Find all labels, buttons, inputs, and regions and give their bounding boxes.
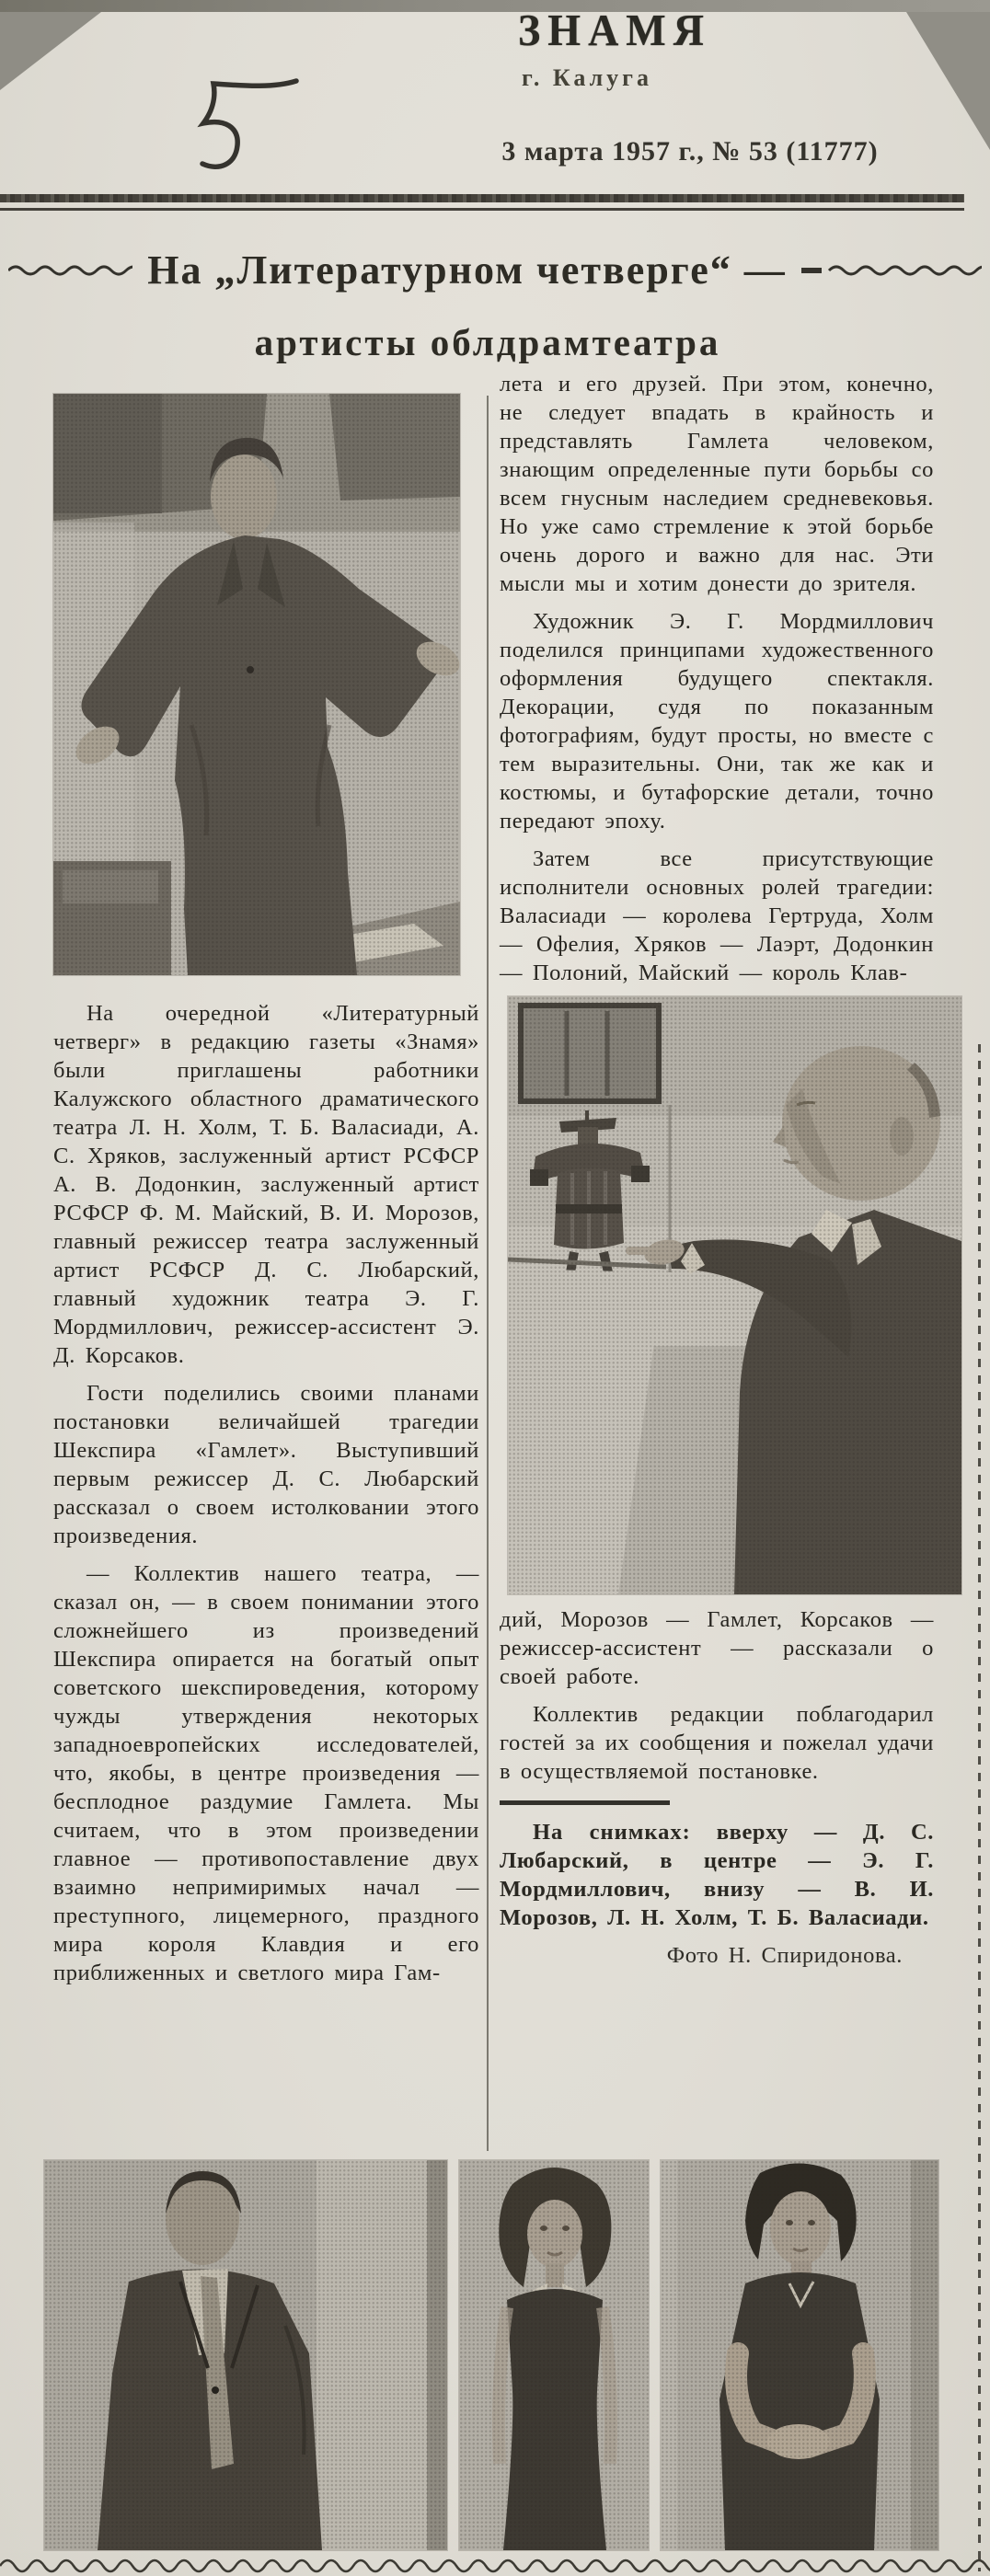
caption-lead: На снимках: <box>533 1820 691 1845</box>
right-column <box>500 370 934 1979</box>
woman-with-collar-figure <box>499 2168 611 2550</box>
photo-caption <box>500 1818 934 1932</box>
handwritten-five-icon <box>191 72 302 173</box>
paragraph: — Коллектив нашего театра, — сказал он, — в своем понимании этого сложнейшего из произведений Шекспира опирается на богатый опыт советского шекспироведения, которому чужды утверждения некоторых западноевропейских исследователей, что, якобы, в центре произведения — бесплодное раздумие Гамлета. Мы считаем, что в этом произведении главное — противопоставление двух взаимно непримиримых начал — преступного, лицемерного, праздного мира короля Клавдия и его приближенных и светлого мира Гам- <box>53 1561 479 1985</box>
paragraph: Коллектив редакции поблагодарил гостей за их сообщения и пожелал удачи в осуществляемой постановке. <box>500 1702 934 1784</box>
right-edge-perforation <box>978 1044 981 2571</box>
dateline: 3 марта 1957 г., № 53 (11777) <box>501 136 879 167</box>
headline-rule-right-icon <box>801 264 982 277</box>
left-column <box>53 999 479 1996</box>
bottom-photo-strip <box>44 2160 942 2550</box>
paragraph: Затем все присутствующие исполнители основных ролей трагедии: Валасиади — королева Гертруда, Холм — Офелия, Хряков — Лаэрт, Додонкин — Полоний, Майский — король Клав- <box>500 846 934 985</box>
caption-rule <box>500 1800 670 1805</box>
headline-line1: На „Литературном четверге“ — <box>147 247 787 293</box>
photo-morozov-illustration <box>44 2160 447 2550</box>
handwritten-page-mark <box>191 72 302 178</box>
paragraph: Гости поделились своими планами постановки величайшей трагедии Шекспира «Гамлет». Выступивший первым режиссер Д. С. Любарский рассказал о своем истолковании этого произведения. <box>53 1381 479 1548</box>
photo-mordmillovich <box>508 996 961 1594</box>
rule-thin <box>0 208 964 211</box>
rule-thick <box>0 194 964 202</box>
photo-lyubarsky <box>53 394 460 975</box>
bottom-wavy-border <box>0 2557 990 2573</box>
photo-valasiadi-illustration <box>661 2160 938 2550</box>
column-divider <box>487 396 489 2151</box>
paragraph: лета и его друзей. При этом, конечно, не следует впадать в крайность и представлять Гамлета человеком, знающим определенные пути борьбы со всем гнусным наследием средневековья. Но уже само стремление к этой борьбе очень дорого и важно для нас. Эти мысли мы и хотим донести до зрителя. <box>500 372 934 596</box>
scan-corner-left <box>0 12 101 90</box>
paragraph: На очередной «Литературный четверг» в редакцию газеты «Знамя» были приглашены работники Калужского областного драматического театра Л. Н. Холм, Т. Б. Валасиади, А. С. Хряков, заслуженный артист РСФСР А. В. Додонкин, заслуженный артист РСФСР Ф. М. Майский, В. И. Морозов, главный режиссер театра заслуженный артист РСФСР Д. С. Любарский, главный художник театра Э. Г. Мордмиллович, режиссер-ассистент Э. Д. Корсаков. <box>53 1001 479 1368</box>
double-rule <box>0 194 964 211</box>
photo-holm-illustration <box>459 2160 649 2550</box>
photo-credit: Фото Н. Спиридонова. <box>666 1943 903 1968</box>
photo-lyubarsky-illustration <box>53 394 460 975</box>
headline-rule-left-icon <box>8 264 132 277</box>
masthead-title: ЗНАМЯ <box>518 5 711 55</box>
photo-holm <box>459 2160 649 2550</box>
headline-line2: артисты облдрамтеатра <box>254 321 721 363</box>
paragraph: дий, Морозов — Гамлет, Корсаков — режиссер-ассистент — рассказали о своей работе. <box>500 1607 934 1689</box>
caption-body: вверху — Д. С. Любарский, в центре — Э. Г. Мордмиллович, внизу — В. И. Морозов, Л. Н. Холм, Т. Б. Валасиади. <box>500 1820 934 1930</box>
masthead-city: г. Калуга <box>521 64 652 91</box>
photo-mordmillovich-illustration <box>508 996 961 1594</box>
paragraph: Художник Э. Г. Мордмиллович поделился принципами художественного оформления будущего спектакля. Декорации, судя по показанным фотографиям, будут просты, но вместе с тем выразительны. Они, так же как и костюмы, и бутафорские детали, точно передают эпоху. <box>500 609 934 834</box>
photo-valasiadi <box>661 2160 938 2550</box>
headline-line1-row <box>0 247 990 293</box>
photo-morozov <box>44 2160 447 2550</box>
scan-corner-right <box>906 12 990 150</box>
